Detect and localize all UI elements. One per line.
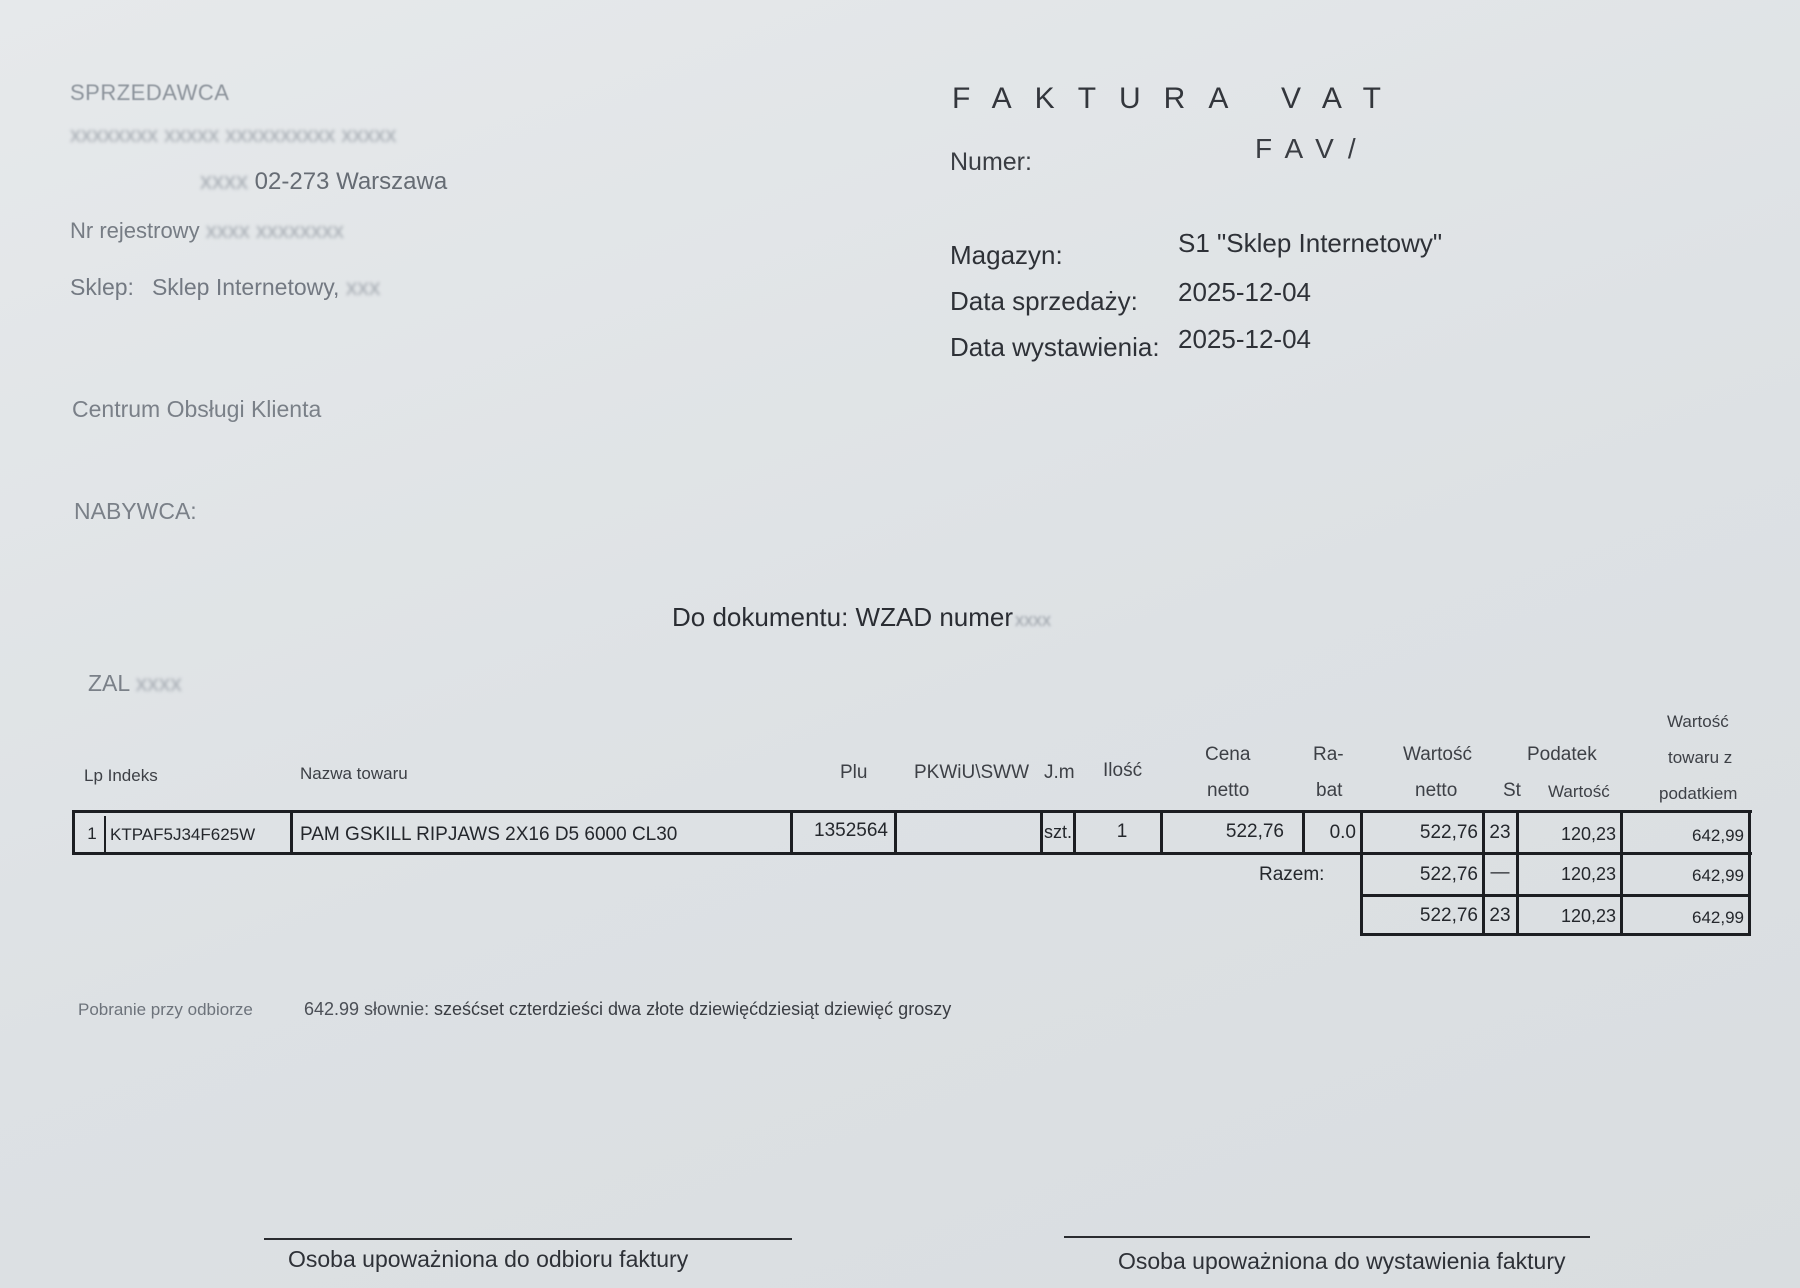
- seller-reg-label: Nr rejestrowy: [70, 218, 200, 243]
- row-index: KTPAF5J34F625W: [110, 825, 256, 844]
- buyer-label: NABYWCA:: [74, 498, 197, 524]
- warehouse-value: S1 "Sklep Internetowy": [1178, 228, 1443, 258]
- col-line: [1073, 810, 1076, 855]
- totals-net: 522,76: [1419, 864, 1478, 885]
- header-gross-1: Wartość: [1667, 712, 1729, 731]
- row-net: 522,76: [1419, 822, 1478, 843]
- header-pkwiu: PKWiU\SWW: [914, 762, 1030, 783]
- row-qty: 1: [1116, 821, 1128, 842]
- issue-date-label: Data wystawienia:: [950, 332, 1160, 362]
- header-gross-3: podatkiem: [1659, 784, 1738, 803]
- seller-label: SPRZEDAWCA: [70, 80, 230, 105]
- totals-gross: 642,99: [1692, 866, 1744, 885]
- col-line: [290, 810, 293, 855]
- header-discount-2: bat: [1316, 780, 1343, 801]
- col-line: [1516, 810, 1519, 936]
- totals-tax: 120,23: [1560, 864, 1616, 884]
- table-top-border: [72, 810, 1752, 813]
- totals-label: Razem:: [1259, 864, 1325, 885]
- invoice-title: FAKTURA VAT: [952, 82, 1404, 115]
- zal-line: [88, 670, 182, 697]
- seller-address: [200, 168, 447, 196]
- table-row-bottom-border: [72, 852, 1752, 855]
- totals-rate: —: [1490, 862, 1510, 883]
- header-discount-1: Ra-: [1313, 744, 1344, 765]
- header-net-value-1: Wartość: [1403, 744, 1472, 765]
- summary-net: 522,76: [1419, 905, 1478, 926]
- row-discount: 0.0: [1329, 822, 1356, 843]
- header-qty: Ilość: [1103, 760, 1143, 781]
- summary-rate: 23: [1489, 905, 1511, 926]
- seller-shop: [70, 274, 380, 301]
- receiver-signature-line: [264, 1238, 792, 1240]
- issue-date-value: 2025-12-04: [1178, 324, 1311, 354]
- doc-ref-number: xxxx: [1015, 610, 1052, 630]
- summary-gross: 642,99: [1692, 908, 1744, 927]
- col-line: [790, 810, 793, 855]
- payment-label: Pobranie przy odbiorze: [78, 1000, 253, 1019]
- doc-ref-label: Do dokumentu: WZAD numer: [672, 602, 1014, 632]
- col-line: [1040, 810, 1043, 855]
- zal-label: ZAL: [88, 670, 130, 696]
- header-price-1: Cena: [1205, 744, 1251, 765]
- header-name: Nazwa towaru: [300, 764, 408, 783]
- zal-value: xxxx: [135, 670, 182, 696]
- summary-row-border: [1360, 933, 1751, 936]
- header-tax-value: Wartość: [1548, 782, 1610, 801]
- row-jm: szt.: [1044, 822, 1073, 842]
- col-line: [104, 816, 106, 852]
- service-center: Centrum Obsługi Klienta: [72, 396, 322, 422]
- header-tax: Podatek: [1527, 744, 1597, 765]
- row-name: PAM GSKILL RIPJAWS 2X16 D5 6000 CL30: [300, 824, 678, 845]
- header-net-value-2: netto: [1415, 780, 1458, 801]
- header-lp-index: Lp Indeks: [84, 766, 158, 785]
- issuer-signature-label: Osoba upoważniona do wystawienia faktury: [1118, 1248, 1566, 1274]
- invoice-number-value: FAV/: [1255, 133, 1370, 164]
- seller-shop-suffix: xxx: [345, 274, 381, 300]
- col-line: [1482, 810, 1485, 936]
- invoice-number-label: Numer:: [950, 148, 1032, 176]
- seller-shop-value: Sklep Internetowy,: [151, 274, 340, 300]
- seller-name-redacted: xxxxxxxx xxxxx xxxxxxxxxx xxxxx: [70, 122, 397, 147]
- sale-date-value: 2025-12-04: [1178, 277, 1311, 307]
- document-reference: [672, 602, 1051, 633]
- row-plu: 1352564: [814, 820, 888, 841]
- payment-in-words: sześćset czterdzieści dwa złote dziewięćdziesiąt dziewięć groszy: [434, 999, 952, 1019]
- seller-shop-label: Sklep:: [70, 274, 134, 300]
- row-rate: 23: [1489, 822, 1511, 843]
- payment-amount: 642.99 słownie:: [304, 999, 430, 1019]
- col-line: [894, 810, 897, 855]
- header-plu: Plu: [840, 762, 868, 783]
- col-line: [72, 810, 75, 855]
- header-tax-rate: St: [1503, 780, 1521, 801]
- header-price-2: netto: [1207, 780, 1250, 801]
- row-lp: 1: [87, 824, 97, 843]
- seller-reg-value: xxxx xxxxxxxx: [205, 218, 344, 243]
- col-line: [1620, 810, 1623, 936]
- header-jm: J.m: [1044, 762, 1075, 783]
- totals-row-border: [1360, 894, 1751, 897]
- warehouse-label: Magazyn:: [950, 240, 1063, 270]
- row-tax: 120,23: [1560, 824, 1616, 844]
- issuer-signature-line: [1064, 1236, 1590, 1238]
- sale-date-label: Data sprzedaży:: [950, 286, 1138, 316]
- seller-address-city: 02-273 Warszawa: [254, 168, 448, 195]
- seller-registration: [70, 218, 344, 244]
- col-line: [1748, 810, 1751, 936]
- receiver-signature-label: Osoba upoważniona do odbioru faktury: [288, 1246, 689, 1272]
- header-gross-2: towaru z: [1668, 748, 1733, 767]
- col-line: [1360, 810, 1363, 936]
- col-line: [1302, 810, 1305, 855]
- row-gross: 642,99: [1692, 826, 1744, 845]
- row-price: 522,76: [1225, 821, 1284, 842]
- seller-address-prefix: xxxx: [200, 168, 248, 195]
- summary-tax: 120,23: [1560, 906, 1616, 926]
